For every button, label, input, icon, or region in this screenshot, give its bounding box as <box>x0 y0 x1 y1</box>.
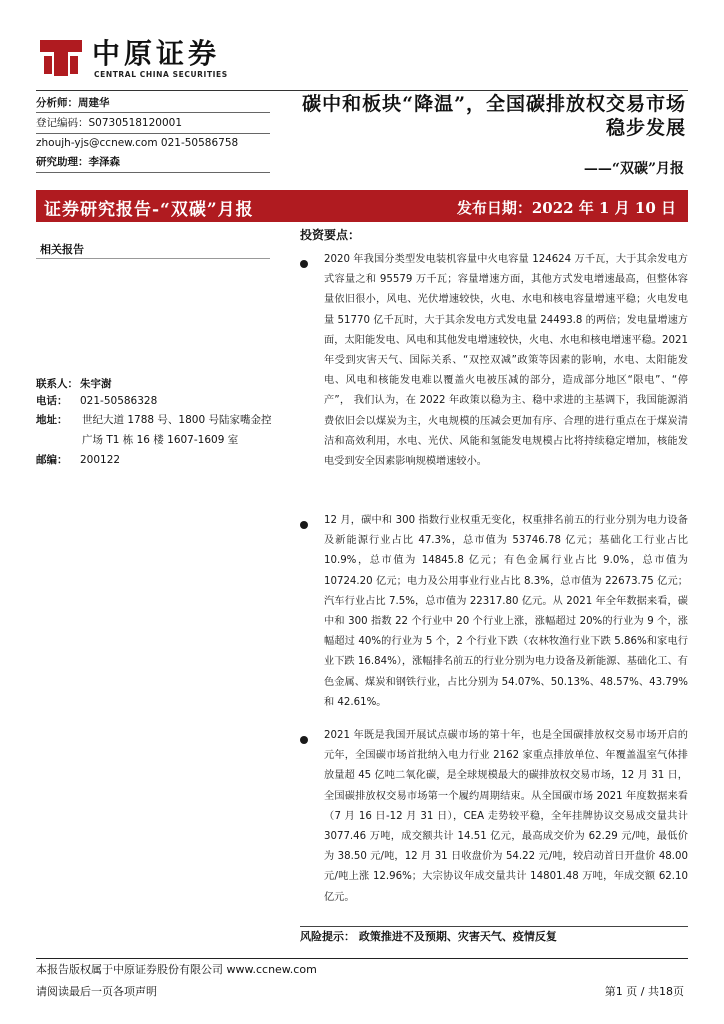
zip-value: 200122 <box>80 454 121 466</box>
contact-name: 朱宇澍 <box>80 378 112 390</box>
report-category: 证券研究报告-“双碳”月报 <box>44 200 254 220</box>
related-divider <box>36 258 270 259</box>
address-value: 世纪大道 1788 号、1800 号陆家嘴金控广场 T1 栋 16 楼 1607-1609 室 <box>82 414 272 446</box>
research-assistant: 研究助理：李泽森 <box>36 156 120 168</box>
highlight-paragraph-carbon-market: 2021 年既是我国开展试点碳市场的第十年，也是全国碳排放权交易市场开启的元年，全国碳市场首批纳入电力行业 2162 家重点排放单位、年覆盖温室气体排放量超 45 亿吨二氧化碳，是全球规模最大的碳排放权交易市场，12 月 31 日，全国碳排放权交易市场第一个履约周期结束。从全国碳市场 2021 年度数据来看（7 月 16 日-12 月 31 日），CEA 走势较平稳，全年挂牌协议交易成交量共计 3077.46 万吨，成交额共计 14.51 亿元，最高成交价为 62.29 元/吨，最低价为 38.50 元/吨，12 月 31 日收盘价为 54.22 元/吨，较启动首日开盘价 48.00 元/吨上涨 12.96%；大宗协议年成交量共计 14801.48 万吨，年成交额 62.10 亿元。 <box>324 730 688 903</box>
report-type-band <box>36 190 688 222</box>
risk-warning: 风险提示： 政策推进不及预期、灾害天气、疫情反复 <box>300 930 557 943</box>
analyst-contact: zhoujh-yjs@ccnew.com 021-50586758 <box>36 137 239 149</box>
publish-date: 发布日期：2022 年 1 月 10 日 <box>456 199 676 217</box>
related-reports-heading: 相关报告 <box>40 243 84 256</box>
phone-label: 电话： <box>36 395 68 407</box>
company-name-cn: 中原证券 <box>92 37 221 70</box>
header-divider <box>36 90 688 91</box>
report-title: 碳中和板块“降温”，全国碳排放权交易市场稳步发展 <box>302 93 686 139</box>
contact-person <box>36 376 112 393</box>
phone-value: 021-50586328 <box>80 395 158 407</box>
contact-phone <box>36 393 157 410</box>
address-label: 地址： <box>36 414 68 426</box>
company-logo-mark <box>38 38 84 78</box>
address-label-row <box>36 412 80 429</box>
meta-divider <box>36 133 270 134</box>
footer-copyright: 本报告版权属于中原证券股份有限公司 www.ccnew.com <box>36 963 317 976</box>
analyst-name: 分析师：周建华 <box>36 97 110 109</box>
highlight-paragraph-power: 2020 年我国分类型发电装机容量中火电容量 124624 万千瓦，大于其余发电方式容量之和 95579 万千瓦；容量增速方面，其他方式发电增速最高，但整体容量依旧很小，风电、光伏增速较快，火电、水电和核电容量增速平稳；火电发电量 51770 亿千瓦时，大于其余发电方式发电量 24493.8 的两倍；发电量增速方面，太阳能发电、风电和其他发电增速较快，火电、水电和核电增速平稳。2021 年受到灾害天气、国际关系、“双控双减”政策等因素的影响，水电、太阳能发电、风电和核能发电难以覆盖火电被压减的部分，造成部分地区“限电”、“停产”， 我们认为，在 2022 年政策以稳为主、稳中求进的主基调下，我国能源消费依旧会以煤炭为主，火电规模的压减会更加有序、合理的进行重点在于煤炭清洁和高效利用，水电、光伏、风能和氢能发电规模占比将持续稳定增加，核能发电受到安全因素影响规模增速较小。 <box>324 254 688 468</box>
page-number: 第1 页 / 共18页 <box>604 985 684 998</box>
bullet-icon <box>300 260 308 268</box>
contact-zip <box>36 452 120 469</box>
bullet-icon <box>300 736 308 744</box>
report-subtitle: ——“双碳”月报 <box>583 161 684 177</box>
zip-label: 邮编： <box>36 454 68 466</box>
risk-divider <box>300 926 688 927</box>
company-name-en: CENTRAL CHINA SECURITIES <box>94 70 228 79</box>
meta-divider <box>36 172 270 173</box>
investment-highlights-heading: 投资要点： <box>300 228 361 242</box>
registration-code: 登记编码：S0730518120001 <box>36 117 183 129</box>
bullet-icon <box>300 521 308 529</box>
meta-divider <box>36 112 270 113</box>
contact-label: 联系人： <box>36 378 78 390</box>
highlight-paragraph-index: 12 月，碳中和 300 指数行业权重无变化，权重排名前五的行业分别为电力设备及新能源行业占比 47.3%，总市值为 53746.78 亿元；基础化工行业占比 10.9%，总市值为 14845.8 亿元；有色金属行业占比 9.0%，总市值为 10724.20 亿元；电力及公用事业行业占比 8.3%，总市值为 22673.75 亿元；汽车行业占比 7.5%，总市值为 22317.80 亿元。从 2021 年全年数据来看，碳中和 300 指数 22 个行业中 20 个行业上涨，涨幅超过 20%的行业为 9 个，涨幅超过 40%的行业为 5 个，2 个行业下跌（农林牧渔行业下跌 5.86%和家电行业下跌 16.84%），涨幅排名前五的行业分别为电力设备及新能源、基础化工、有色金属、煤炭和钢铁行业，占比分别为 54.07%、50.13%、48.57%、43.79%和 42.61%。 <box>324 515 688 708</box>
footer-divider <box>36 958 688 959</box>
footer-disclaimer: 请阅读最后一页各项声明 <box>36 985 157 998</box>
